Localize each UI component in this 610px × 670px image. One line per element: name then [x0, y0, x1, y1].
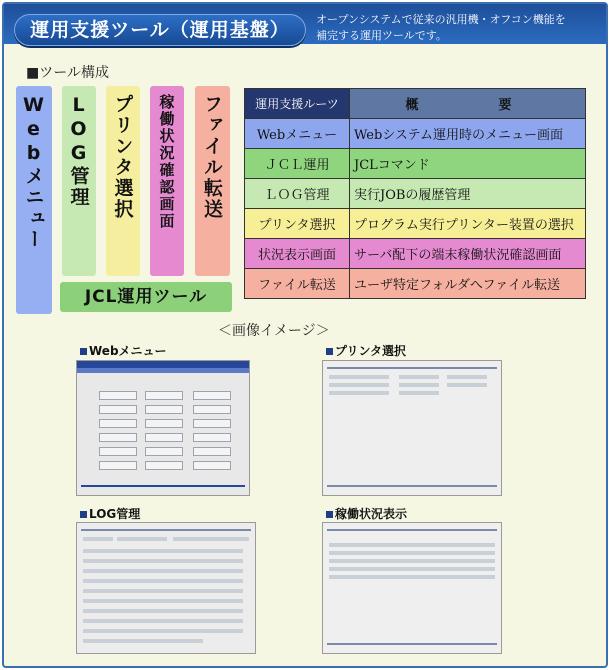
tool-name-cell: 状況表示画面: [245, 239, 350, 269]
header-tagline: [316, 12, 606, 44]
tool-summary-cell: JCLコマンド: [350, 149, 586, 179]
operation-status-screenshot: [322, 522, 502, 654]
tool-summary-cell: 実行JOBの履歴管理: [350, 179, 586, 209]
table-header-row: [245, 89, 586, 119]
status-check-column: 稼働状況確認画面: [150, 86, 184, 276]
log-shot-label: LOG管理: [80, 505, 140, 522]
image-section-title: ＜画像イメージ＞: [218, 323, 330, 339]
tool-name-cell: ファイル転送: [245, 269, 350, 299]
log-management-screenshot: [76, 522, 256, 654]
tool-name-cell: ＬＯＧ管理: [245, 179, 350, 209]
web-menu-shot-label: Webメニュー: [80, 342, 167, 359]
header-bar: [4, 4, 606, 44]
tool-summary-cell: ユーザ特定フォルダへファイル転送: [350, 269, 586, 299]
table-header-summary: 概 要: [350, 89, 586, 119]
table-row: [245, 149, 586, 179]
log-management-column: LOG管理: [62, 86, 96, 276]
table-row: [245, 209, 586, 239]
tool-name-cell: ＪＣＬ運用: [245, 149, 350, 179]
page-title: 運用支援ツール（運用基盤）: [14, 14, 306, 46]
tool-summary-cell: サーバ配下の端末稼働状況確認画面: [350, 239, 586, 269]
web-menu-screenshot: [76, 360, 250, 496]
tool-overview-table: [244, 88, 586, 299]
tagline-line-2: 補完する運用ツールです。: [316, 29, 447, 42]
printer-select-column: プリンタ選択: [106, 86, 140, 276]
file-transfer-column: ファイル転送: [195, 86, 230, 276]
tool-composition-heading: ■ツール構成: [26, 65, 109, 81]
jcl-tool-base: JCL運用ツール: [60, 282, 232, 312]
status-shot-label: 稼働状況表示: [326, 505, 407, 522]
printer-select-screenshot: [322, 360, 502, 496]
table-row: [245, 239, 586, 269]
table-row: [245, 179, 586, 209]
table-header-tool: 運用支援ルーツ: [245, 89, 350, 119]
tagline-line-1: オープンシステムで従来の汎用機・オフコン機能を: [316, 13, 566, 26]
table-row: [245, 269, 586, 299]
tool-name-cell: プリンタ選択: [245, 209, 350, 239]
printer-shot-label: プリンタ選択: [326, 342, 406, 359]
tool-summary-cell: Webシステム運用時のメニュー画面: [350, 119, 586, 149]
table-row: [245, 119, 586, 149]
web-menu-column: Webメニュー: [16, 86, 52, 314]
tool-summary-cell: プログラム実行プリンター装置の選択: [350, 209, 586, 239]
tool-name-cell: Webメニュー: [245, 119, 350, 149]
